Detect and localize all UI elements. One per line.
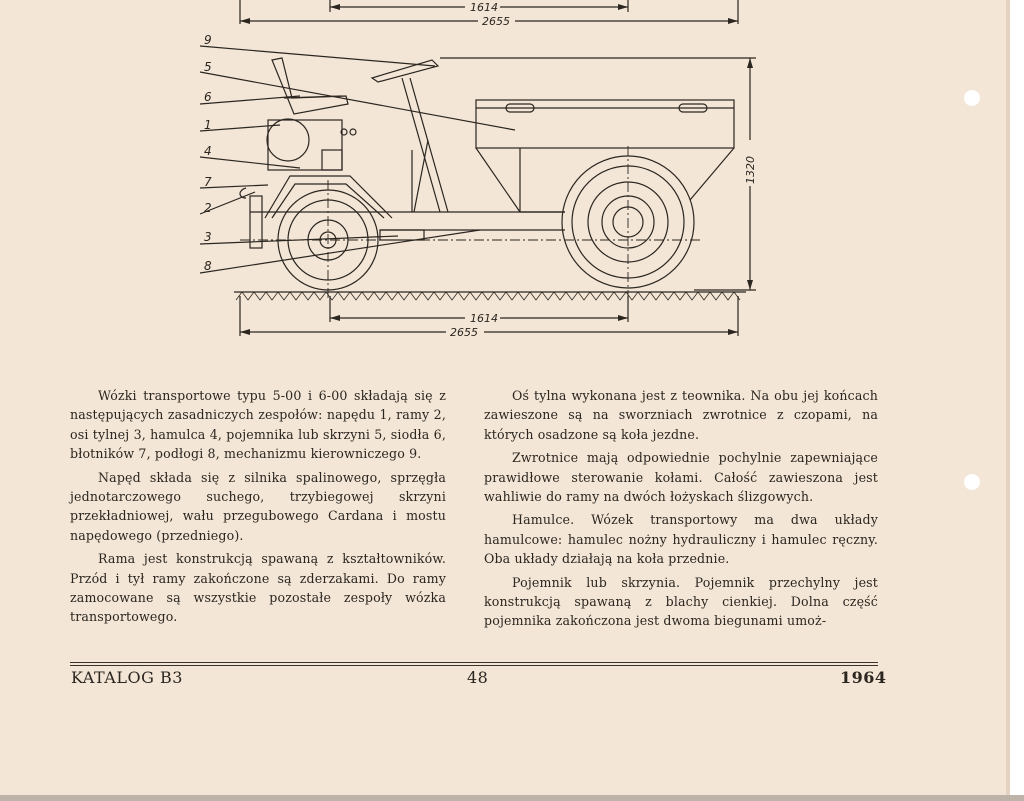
leader-6	[200, 96, 300, 104]
engine-knob-2	[350, 129, 356, 135]
footer-year: 1964	[840, 668, 887, 687]
paragraph: Pojemnik lub skrzynia. Pojemnik przechylny jest konstrukcją spawaną z blachy cienkiej. Dolna część pojemnika zakończona jest dwoma biegunami umoż-	[484, 574, 878, 629]
paragraph: Napęd składa się z silnika spalinowego, sprzęgła jednotarczowego suchego, trzybiegowej skrzyni przekładniowej, wału przegubowego Cardana i mostu napędowego (przedniego).	[70, 469, 446, 543]
arrow	[240, 329, 250, 335]
callout-1: 1	[204, 118, 212, 132]
hopper-top	[476, 100, 734, 148]
arrow	[747, 58, 753, 68]
leader-8	[200, 230, 480, 273]
seat	[272, 58, 348, 114]
arrow	[747, 280, 753, 290]
engine-drum	[267, 119, 309, 161]
frame-block	[380, 230, 424, 240]
steering-column-2	[410, 78, 448, 212]
leader-9	[200, 46, 435, 66]
arrow	[728, 18, 738, 24]
paragraph: Rama jest konstrukcją spawaną z kształtowników. Przód i tył ramy zakończone są zderzakami. Do ramy zamocowane są wszystkie pozostałe zespoły wózka transportowego.	[70, 551, 446, 625]
hopper-rear	[690, 148, 734, 200]
vehicle-technical-drawing	[0, 0, 1024, 360]
paragraph: Oś tylna wykonana jest z teownika. Na obu jej końcach zawieszone są na sworzniach zwrotnice z czopami, na których osadzone są koła jezdne.	[484, 388, 878, 442]
page-number: 48	[467, 668, 489, 687]
dim-top-outer: 2655	[482, 15, 510, 28]
dim-bottom-outer: 2655	[450, 326, 478, 339]
punch-hole-bottom	[964, 474, 980, 490]
leader-4	[200, 157, 300, 168]
right-column	[484, 386, 878, 635]
callout-7: 7	[204, 175, 212, 189]
footer-rule	[70, 662, 878, 663]
left-column	[70, 386, 446, 631]
arrow	[240, 18, 250, 24]
dim-top-inner: 1614	[470, 1, 498, 14]
footer-rule-thin	[70, 665, 878, 666]
arrow	[618, 315, 628, 321]
arrow	[728, 329, 738, 335]
arrow	[330, 4, 340, 10]
paragraph: Wózki transportowe typu 5-00 i 6-00 składają się z następujących zasadniczych zespołów: napędu 1, ramy 2, osi tylnej 3, hamulca 4, pojemnika lub skrzyni 5, siodła 6, błotników 7, podłogi 8, mechanizmu kierowniczego 9.	[70, 388, 446, 462]
callout-5: 5	[204, 60, 212, 74]
arrow	[618, 4, 628, 10]
callout-6: 6	[204, 90, 212, 104]
lever-2	[414, 140, 428, 212]
paragraph: Zwrotnice mają odpowiednie pochylnie zapewniające prawidłowe sterowanie kołami. Całość zawieszona jest wahliwie do ramy na dwóch łożyskach ślizgowych.	[484, 450, 878, 505]
steering-column	[402, 78, 440, 212]
callout-3: 3	[204, 230, 212, 244]
callout-8: 8	[204, 259, 212, 273]
callout-4: 4	[204, 144, 212, 158]
dim-height: 1320	[744, 156, 757, 184]
footer-catalog: KATALOG B3	[71, 668, 183, 687]
paragraph: Hamulce. Wózek transportowy ma dwa układy hamulcowe: hamulec nożny hydrauliczny i hamulec ręczny. Oba układy działają na koła przednie.	[484, 512, 878, 567]
scan-bottom-strip	[0, 795, 1024, 801]
ground-hatch	[236, 292, 740, 300]
callout-2: 2	[204, 201, 212, 215]
callout-9: 9	[204, 33, 212, 47]
arrow	[330, 315, 340, 321]
engine-part	[322, 150, 342, 170]
dim-bottom-inner: 1614	[470, 312, 498, 325]
leader-5	[200, 72, 515, 130]
